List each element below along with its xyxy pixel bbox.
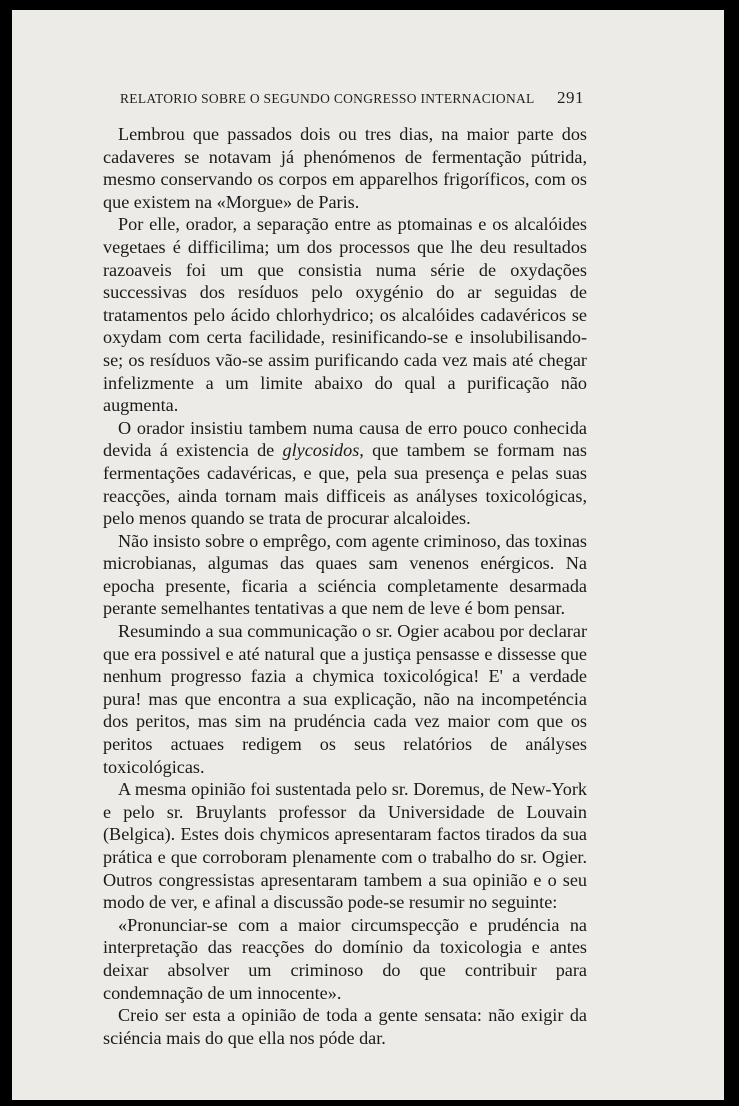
paragraph bbox=[103, 417, 587, 530]
italic-term: glycosidos, bbox=[282, 440, 364, 461]
page-number: 291 bbox=[557, 88, 584, 107]
paragraph: Creio ser esta a opinião de toda a gente sensata: não exigir da sciéncia mais do que ella nos póde dar. bbox=[103, 1005, 587, 1048]
body-text bbox=[103, 123, 587, 1049]
paragraph-text: que tambem se formam nas fermentações cadavéricas, e que, pela sua presença e pelas suas reacções, ainda tornam mais difficeis as anályses toxicológicas, pelo menos quando se trata de procurar alcaloides. bbox=[103, 440, 587, 529]
running-title: RELATORIO SOBRE O SEGUNDO CONGRESSO INTERNACIONAL bbox=[120, 91, 535, 106]
paragraph: Não insisto sobre o emprêgo, com agente criminoso, das toxinas microbianas, algumas das quaes sam venenos enérgicos. Na epocha presente, ficaria a sciéncia completamente desarmada perante semelhantes tentativas a que nem de leve é bom pensar. bbox=[103, 530, 587, 619]
running-header bbox=[120, 88, 584, 108]
paragraph: «Pronunciar-se com a maior circumspecção e prudéncia na interpretação das reacções do domínio da toxicologia e antes deixar absolver um criminoso do que contribuir para condemnação de um innocente». bbox=[103, 914, 587, 1003]
paragraph: Por elle, orador, a separação entre as ptomainas e os alcalóides vegetaes é difficilima; um dos processos que lhe deu resultados razoaveis foi um que consistia numa série de oxydações successivas dos resíduos pelo oxygénio do ar seguidas de tratamentos pelo ácido chlorhydrico; os alcalóides cadavéricos se oxydam com certa facilidade, resinificando-se e insolubilisando-se; os resíduos vão-se assim purificando cada vez mais até chegar infelizmente a um limite abaixo do qual a purificação não augmenta. bbox=[103, 214, 587, 416]
paragraph-text: O orador insistiu tambem numa causa de erro pouco conhecida devida á existencia de bbox=[103, 417, 587, 461]
paragraph: Resumindo a sua communicação o sr. Ogier acabou por declarar que era possivel e até natural que a justiça pensasse e dissesse que nenhum progresso fazia a chymica toxicológica! E' a verdade pura! mas que encontra a sua explicação, não na incompeténcia dos peritos, mas sim na prudéncia cada vez maior com que os peritos actuaes redigem os seus relatórios de anályses toxicológicas. bbox=[103, 621, 587, 777]
book-page bbox=[12, 10, 724, 1100]
paragraph: Lembrou que passados dois ou tres dias, na maior parte dos cadaveres se notavam já phenómenos de fermentação pútrida, mesmo conservando os corpos em apparelhos frigoríficos, com os que existem na «Morgue» de Paris. bbox=[103, 124, 587, 212]
paragraph: A mesma opinião foi sustentada pelo sr. Doremus, de New-York e pelo sr. Bruylants professor da Universidade de Louvain (Belgica). Estes dois chymicos apresentaram factos tirados da sua prática e que corroboram plenamente com o trabalho do sr. Ogier. Outros congressistas apresentaram tambem a sua opinião e o seu modo de ver, e afinal a discussão pode-se resumir no seguinte: bbox=[103, 779, 587, 913]
